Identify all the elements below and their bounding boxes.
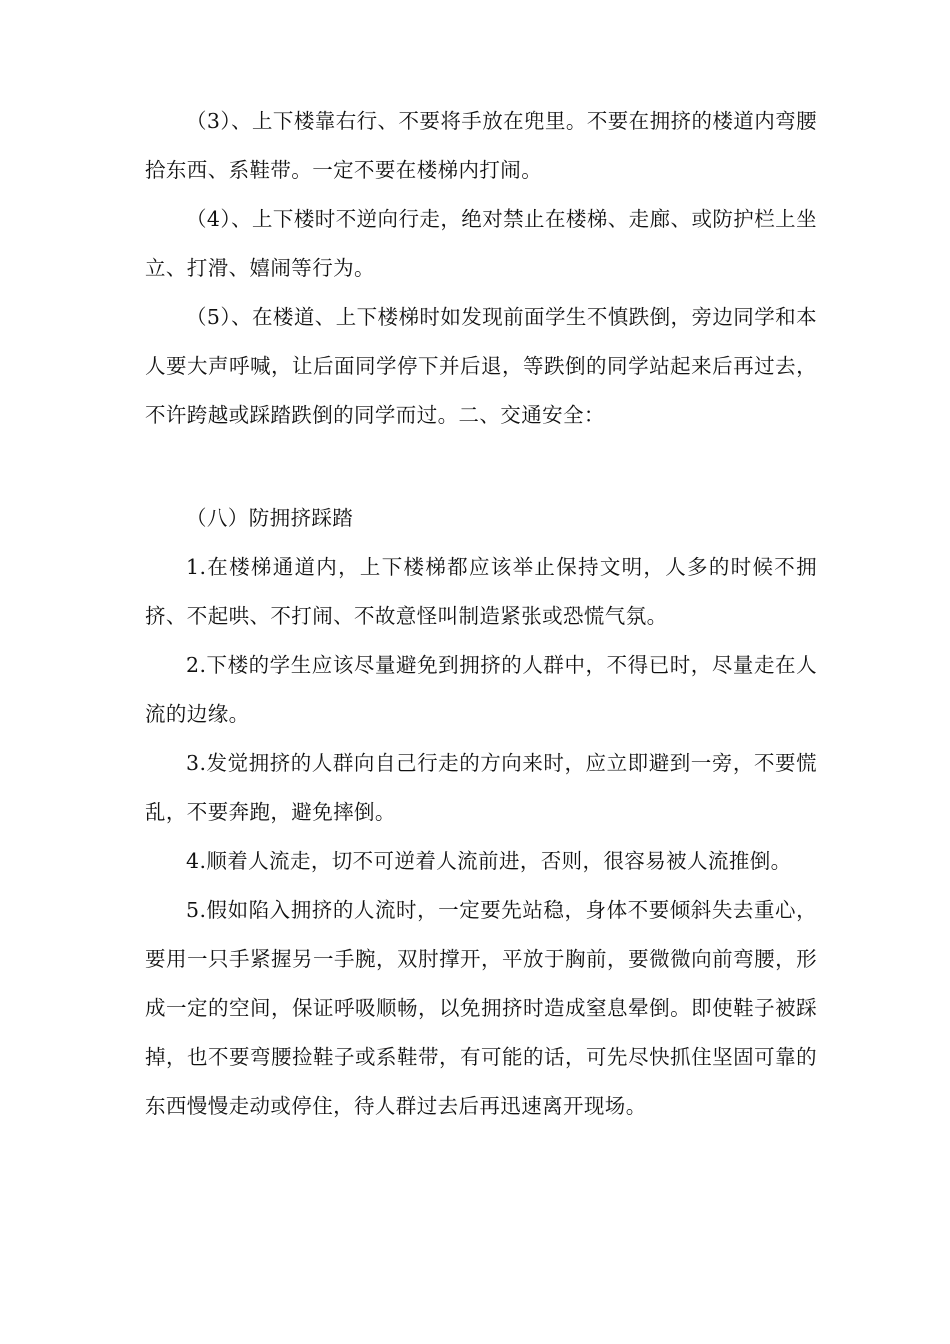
paragraph-rule-2: 2.下楼的学生应该尽量避免到拥挤的人群中，不得已时，尽量走在人流的边缘。 [145,653,817,726]
paragraph-stairs-keep-right: （3）、上下楼靠右行、不要将手放在兜里。不要在拥挤的楼道内弯腰拾东西、系鞋带。一定不要在楼梯内打闹。 [145,109,817,182]
paragraph-no-wrong-way: （4）、上下楼时不逆向行走，绝对禁止在楼梯、走廊、或防护栏上坐立、打滑、嬉闹等行为。 [145,207,817,280]
paragraph-rule-3: 3.发觉拥挤的人群向自己行走的方向来时，应立即避到一旁，不要慌乱，不要奔跑，避免摔倒。 [145,751,817,824]
section-heading-anti-crowding: （八）防拥挤踩踏 [186,506,354,530]
paragraph-rule-1: 1.在楼梯通道内，上下楼梯都应该举止保持文明，人多的时候不拥挤、不起哄、不打闹、不故意怪叫制造紧张或恐慌气氛。 [145,555,817,628]
paragraph-rule-4: 4.顺着人流走，切不可逆着人流前进，否则，很容易被人流推倒。 [186,849,792,873]
paragraph-rule-5: 5.假如陷入拥挤的人流时，一定要先站稳，身体不要倾斜失去重心，要用一只手紧握另一手腕，双肘撑开，平放于胸前，要微微向前弯腰，形成一定的空间，保证呼吸顺畅，以免拥挤时造成窒息晕倒。即使鞋子被踩掉，也不要弯腰捡鞋子或系鞋带，有可能的话，可先尽快抓住坚固可靠的东西慢慢走动或停住，待人群过去后再迅速离开现场。 [145,898,817,1118]
paragraph-fall-response: （5）、在楼道、上下楼梯时如发现前面学生不慎跌倒，旁边同学和本人要大声呼喊，让后面同学停下并后退，等跌倒的同学站起来后再过去，不许跨越或踩踏跌倒的同学而过。二、交通安全： [145,305,817,427]
